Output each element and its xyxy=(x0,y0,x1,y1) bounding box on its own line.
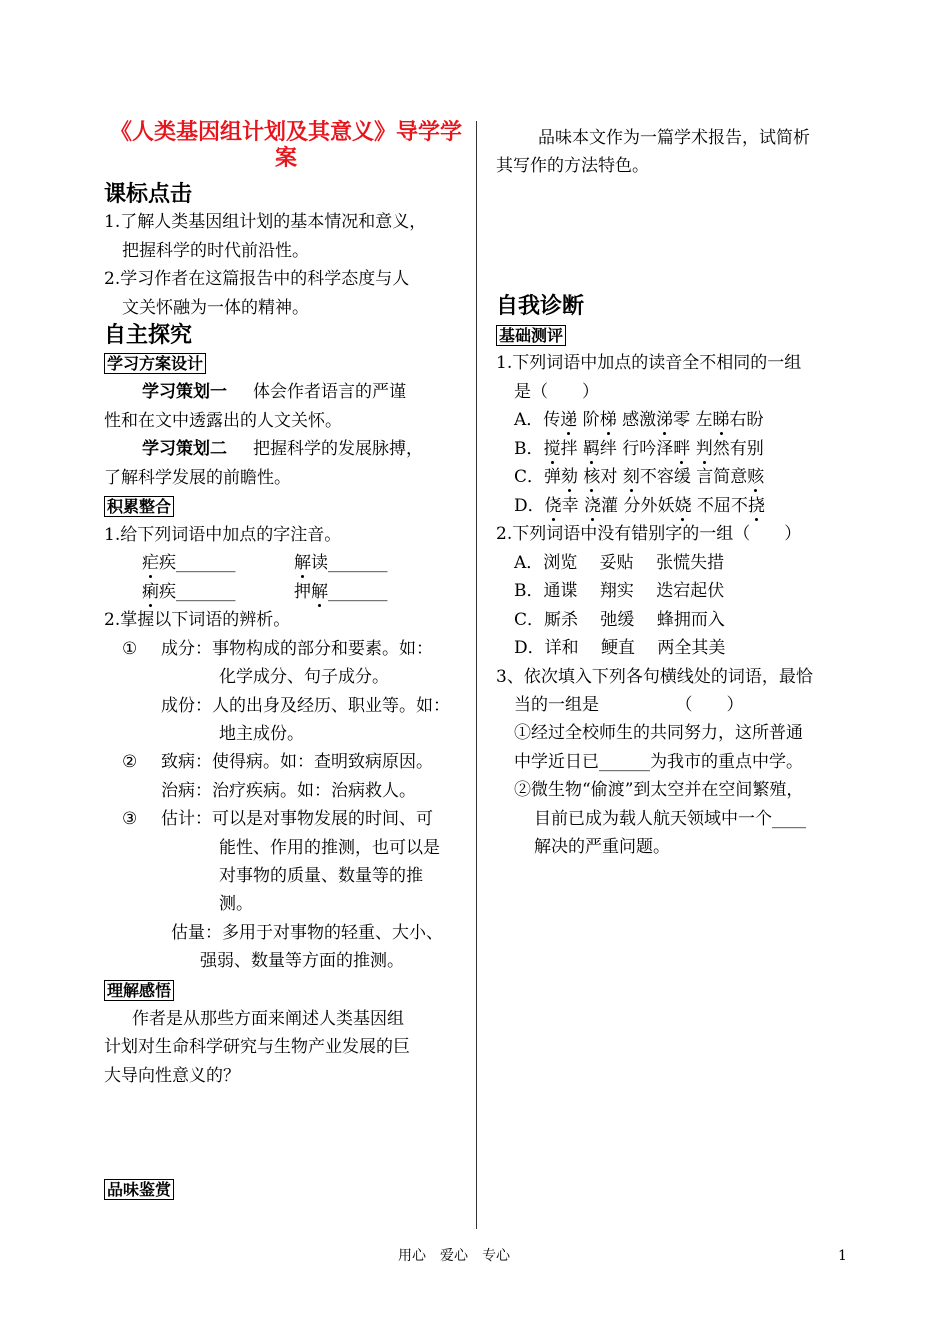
distinction-1-c: 成份：人的出身及经历、职业等。如： xyxy=(161,696,450,716)
section-heading-diagnosis: 自我诊断 xyxy=(496,294,585,319)
distinction-3-a: 估计：可以是对事物发展的时间、可 xyxy=(161,809,433,829)
box-label-understand: 理解感悟 xyxy=(104,980,174,1001)
test-question-3-b: 当的一组是 （ ） xyxy=(514,695,744,715)
answer-blank: _______ xyxy=(176,582,236,602)
distinction-2-b: 治病：治疗疾病。如：治病救人。 xyxy=(161,781,416,801)
option-1-d: D．侥幸 浇灌 分外妖娆 不屈不挠 xyxy=(514,496,765,516)
box-label-basic-test: 基础测评 xyxy=(496,325,566,346)
test-question-1-b: 是（ ） xyxy=(514,382,599,402)
section-heading-standards: 课标点击 xyxy=(104,182,193,207)
plan-2-label: 学习策划二 xyxy=(142,439,227,459)
word-item-1: 疟疾_______ xyxy=(142,553,236,573)
document-title: 《人类基因组计划及其意义》导学学案 xyxy=(109,120,462,171)
word-item-3: 痢疾_______ xyxy=(142,582,236,602)
sentence-2-a: ②微生物“偷渡”到太空并在空间繁殖， xyxy=(514,780,804,800)
footer-motto: 用心 爱心 专心 xyxy=(398,1248,510,1264)
page-number: 1 xyxy=(838,1248,847,1264)
option-2-c: C．厮杀 弛缓 蜂拥而入 xyxy=(514,610,725,630)
option-2-d: D．详和 鲠直 两全其美 xyxy=(514,638,726,658)
box-label-accumulate: 积累整合 xyxy=(104,496,174,517)
answer-blank: _______ xyxy=(176,553,236,573)
column-divider xyxy=(476,121,477,1229)
section-heading-explore: 自主探究 xyxy=(104,323,193,348)
goal-1-line-b: 把握科学的时代前沿性。 xyxy=(122,241,309,261)
option-2-a: A．浏览 妥贴 张慌失措 xyxy=(514,553,725,573)
distinction-3-f: 强弱、数量等方面的推测。 xyxy=(200,951,404,971)
distinction-3-number: ③ xyxy=(122,809,138,829)
understand-text-b: 计划对生命科学研究与生物产业发展的巨 xyxy=(104,1037,410,1057)
test-question-1-a: 1.下列词语中加点的读音全不相同的一组 xyxy=(496,353,802,373)
understand-text-a: 作者是从那些方面来阐述人类基因组 xyxy=(132,1009,404,1029)
option-1-c: C．弹劾 核对 刻不容缓 言简意赅 xyxy=(514,467,765,487)
option-1-b: B．搅拌 羁绊 行吟泽畔 判然有别 xyxy=(514,439,764,459)
test-question-3-a: 3、依次填入下列各句横线处的词语，最恰 xyxy=(496,667,813,687)
understand-text-c: 大导向性意义的？ xyxy=(104,1066,240,1086)
answer-blank: _______ xyxy=(328,582,388,602)
goal-1-line-a: 1.了解人类基因组计划的基本情况和意义， xyxy=(104,212,427,232)
plan-1-label: 学习策划一 xyxy=(142,382,227,402)
plan-2-text: 把握科学的发展脉搏， xyxy=(253,439,423,459)
sentence-1-a: ①经过全校师生的共同努力，这所普通 xyxy=(514,723,803,743)
plan-2 xyxy=(142,439,423,459)
option-1-a: A．传递 阶梯 感激涕零 左睇右盼 xyxy=(514,410,764,430)
word-item-4: 押解_______ xyxy=(294,582,388,602)
box-label-plan-design: 学习方案设计 xyxy=(104,353,206,374)
box-label-appreciate: 品味鉴赏 xyxy=(104,1179,174,1200)
sentence-2-b: 目前已成为载人航天领域中一个____ xyxy=(534,809,806,829)
accum-question-1: 1.给下列词语中加点的字注音。 xyxy=(104,525,342,545)
distinction-2-number: ② xyxy=(122,752,138,772)
plan-1-continued: 性和在文中透露出的人文关怀。 xyxy=(104,411,342,431)
answer-blank: _______ xyxy=(328,553,388,573)
option-2-b: B．通谍 翔实 迭宕起伏 xyxy=(514,581,725,601)
distinction-3-d: 测。 xyxy=(219,894,253,914)
plan-1 xyxy=(142,382,406,402)
distinction-1-b: 化学成分、句子成分。 xyxy=(219,667,389,687)
distinction-3-c: 对事物的质量、数量等的推 xyxy=(219,866,423,886)
sentence-1-b: 中学近日已______为我市的重点中学。 xyxy=(514,752,803,772)
distinction-3-e: 估量：多用于对事物的轻重、大小、 xyxy=(171,923,443,943)
goal-2-line-a: 2.学习作者在这篇报告中的科学态度与人 xyxy=(104,269,410,289)
word-item-2: 解读_______ xyxy=(294,553,388,573)
appreciate-text-b: 其写作的方法特色。 xyxy=(496,156,649,176)
distinction-2-a: 致病：使得病。如：查明致病原因。 xyxy=(161,752,433,772)
plan-2-continued: 了解科学发展的前瞻性。 xyxy=(104,468,291,488)
distinction-1-d: 地主成份。 xyxy=(219,724,304,744)
accum-question-2: 2.掌握以下词语的辨析。 xyxy=(104,610,291,630)
goal-2-line-b: 文关怀融为一体的精神。 xyxy=(122,298,309,318)
distinction-1-a: 成分：事物构成的部分和要素。如： xyxy=(161,639,433,659)
plan-1-text: 体会作者语言的严谨 xyxy=(253,382,406,402)
test-question-2: 2.下列词语中没有错别字的一组（ ） xyxy=(496,524,802,544)
sentence-2-c: 解决的严重问题。 xyxy=(534,837,670,857)
appreciate-text-a: 品味本文作为一篇学术报告，试简析 xyxy=(538,128,810,148)
distinction-3-b: 能性、作用的推测，也可以是 xyxy=(219,838,440,858)
distinction-1-number: ① xyxy=(122,639,138,659)
